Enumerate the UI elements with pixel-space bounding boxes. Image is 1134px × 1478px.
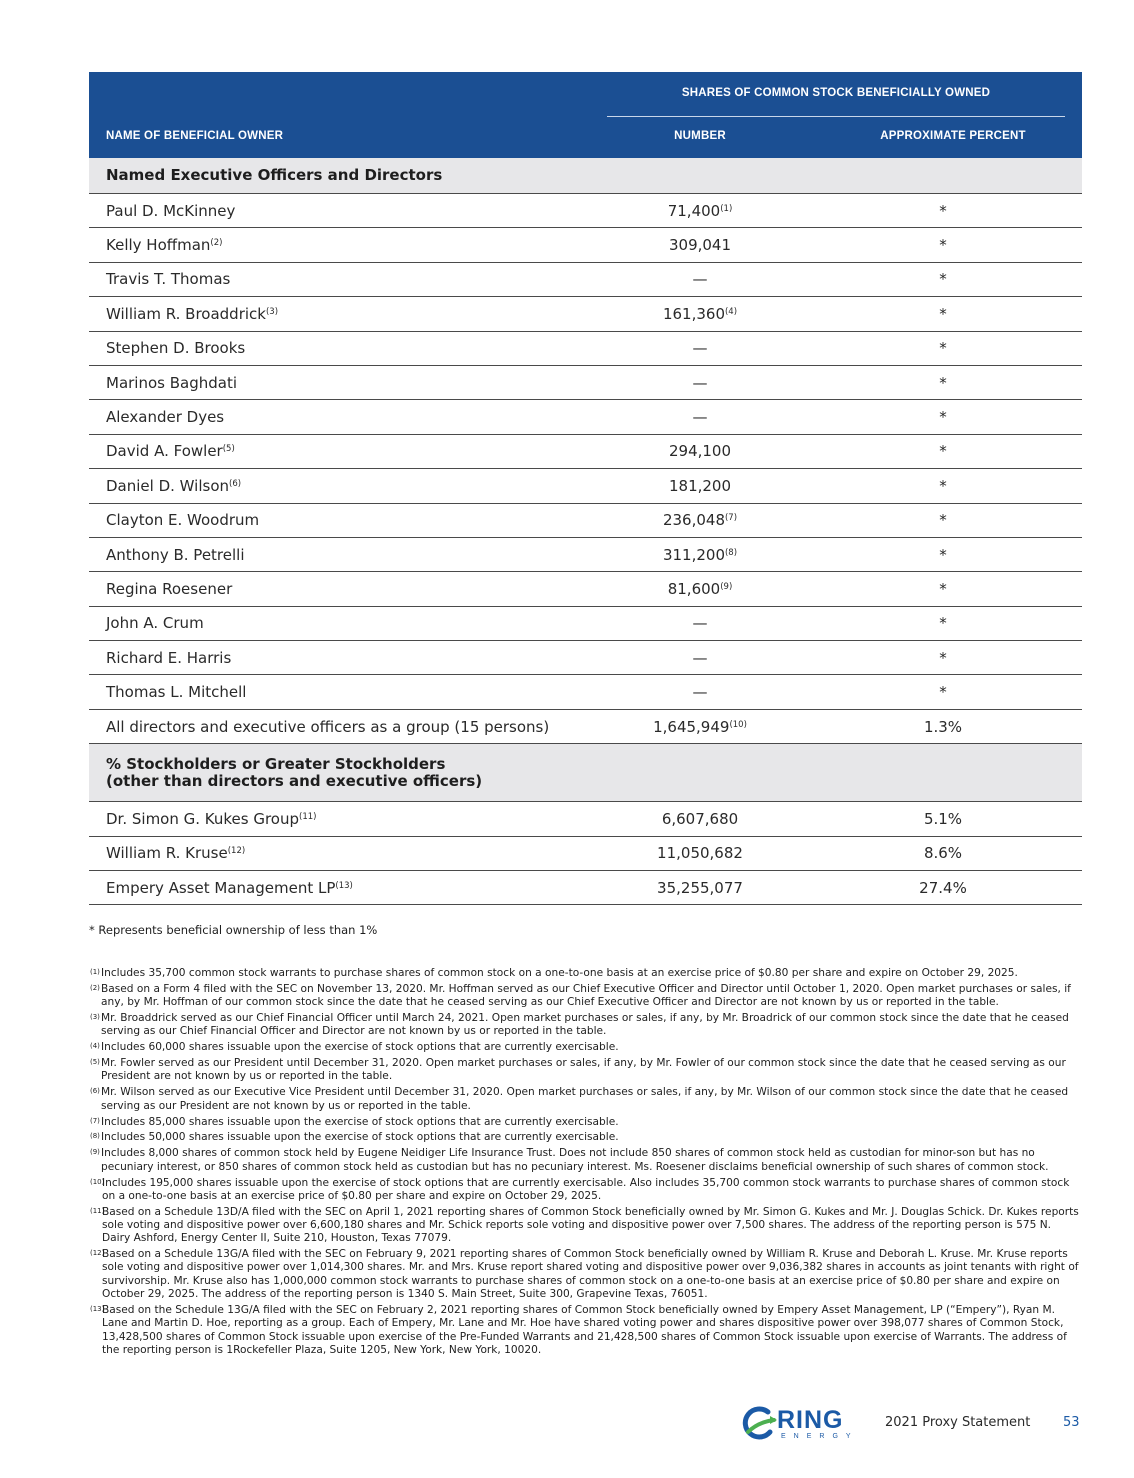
table-row — [89, 469, 1082, 503]
approximate-percent: * — [939, 442, 947, 461]
owner-footnote-ref: (3) — [265, 306, 279, 317]
share-number-cell — [607, 477, 793, 495]
approximate-percent: * — [939, 236, 947, 255]
ownership-table — [89, 72, 1082, 905]
owner-name-cell — [89, 546, 607, 564]
footnote — [90, 967, 1080, 980]
footnote-text: Includes 8,000 shares of common stock held by Eugene Neidiger Life Insurance Trust. Does not include 850 shares of common stock held as custodian for minor-son but has no pecuniary interest, or 850 shares of common stock held as custodian but has no pecuniary interest. Ms. Roesener disclaims beneficial ownership of such shares of common stock. — [101, 1147, 1049, 1173]
owner-name: Alexander Dyes — [106, 408, 225, 427]
footnote-marker: (9) — [90, 1148, 100, 1157]
approximate-percent: * — [939, 270, 947, 289]
owner-name: William R. Kruse — [106, 844, 228, 863]
owner-name: Anthony B. Petrelli — [106, 545, 245, 564]
share-number: — — [692, 614, 708, 633]
share-number: — — [692, 373, 708, 392]
share-number: 81,600 — [667, 579, 721, 598]
share-number: 35,255,077 — [657, 878, 743, 897]
owner-footnote-ref: (11) — [299, 811, 317, 822]
share-number-cell — [607, 546, 793, 564]
footnote — [90, 1206, 1080, 1246]
table-row — [89, 837, 1082, 871]
owner-name-cell — [89, 683, 607, 701]
share-number-cell — [607, 202, 793, 220]
ring-energy-logo — [740, 1406, 860, 1442]
table-row — [89, 332, 1082, 366]
column-header-percent: APPROXIMATE PERCENT — [880, 130, 1026, 142]
table-row — [89, 572, 1082, 606]
logo-wordmark: RING — [777, 1406, 844, 1434]
share-number: 236,048 — [662, 511, 725, 530]
footnote-text: Includes 60,000 shares issuable upon the exercise of stock options that are currently exercisable. — [101, 1041, 619, 1054]
footnotes — [90, 967, 1080, 1360]
share-number: 181,200 — [668, 476, 732, 495]
footnote-text: Includes 195,000 shares issuable upon the exercise of stock options that are currently exercisable. Also includes 35,700 common stock warrants to purchase shares of common stock on a one-to-one basis at an exercise price of $0.80 per share and expire on October 29, 2025. — [102, 1176, 1070, 1202]
section-header-officers — [89, 158, 1082, 194]
table-row — [89, 194, 1082, 228]
page-footer — [740, 1404, 1090, 1444]
approximate-percent: 5.1% — [923, 809, 963, 828]
asterisk-note: * Represents beneficial ownership of less than 1% — [89, 923, 378, 937]
logo-subtitle: ENERGY — [781, 1433, 859, 1440]
footnote-text: Mr. Fowler served as our President until December 31, 2020. Open market purchases or sales, if any, by Mr. Fowler of our common stock since the date that he ceased serving as our President are not known by us or reported in the table. — [101, 1057, 1066, 1083]
section-header-stockholders — [89, 744, 1082, 802]
footnote-text: Mr. Wilson served as our Executive Vice President until December 31, 2020. Open market purchases or sales, if any, by Mr. Wilson of our common stock since the date that he ceased serving as our President are not known by us or reported in the table. — [101, 1086, 1069, 1112]
footnote — [90, 1177, 1080, 1204]
owner-name: Regina Roesener — [106, 579, 233, 598]
owner-name-cell — [89, 270, 607, 288]
owner-footnote-ref: (6) — [229, 478, 242, 489]
owner-name-cell — [89, 718, 607, 736]
owner-name: Kelly Hoffman — [106, 236, 211, 255]
owner-name: Travis T. Thomas — [106, 270, 231, 289]
share-number-cell — [607, 374, 793, 392]
share-number-cell — [607, 236, 793, 254]
owner-name-cell — [89, 374, 607, 392]
footnote-text: Based on the Schedule 13G/A filed with the SEC on February 2, 2021 reporting shares of Common Stock beneficially owned by Empery Asset Management, LP (“Empery”), Ryan M. Lane and Martin D. Hoe, reporting as a group. Each of Empery, Mr. Lane and Mr. Hoe have shared voting power and shares dispositive power over 398,077 shares of Common Stock, 13,428,500 shares of Common Stock issuable upon exercise of the Pre-Funded Warrants and 21,428,500 shares of Common Stock issuable upon exercise of Warrants. The address of the reporting person is 1Rockefeller Plaza, Suite 1205, New York, New York, 10020. — [102, 1303, 1067, 1356]
table-row — [89, 538, 1082, 572]
officer-rows — [89, 194, 1082, 744]
footnote-text: Based on a Form 4 filed with the SEC on November 13, 2020. Mr. Hoffman served as our Chief Executive Officer and Director until October 1, 2020. Open market purchases or sales, if any, by Mr. Hoffman of our common stock since the date that he ceased serving as our Chief Executive Officer and Director are not known by us or reported in the table. — [101, 982, 1071, 1009]
footnote — [90, 1086, 1080, 1113]
owner-name-cell — [89, 339, 607, 357]
footnote-text: Mr. Broaddrick served as our Chief Financial Officer until March 24, 2021. Open market purchases or sales, if any, by Mr. Broadrick of our common stock since the date that he ceased serving as our Chief Financial Officer and Director are not known by us or reported in the table. — [101, 1012, 1069, 1038]
approximate-percent: * — [939, 614, 947, 633]
table-row — [89, 504, 1082, 538]
approximate-percent: * — [939, 683, 947, 702]
owner-name: Daniel D. Wilson — [106, 476, 230, 495]
owner-name-cell — [89, 511, 607, 529]
share-number-cell — [607, 580, 793, 598]
section-title-line2: (other than directors and executive officers) — [106, 771, 483, 790]
number-footnote-ref: (10) — [729, 719, 747, 730]
table-row — [89, 263, 1082, 297]
approximate-percent: * — [939, 545, 947, 564]
owner-footnote-ref: (13) — [335, 880, 353, 891]
footnote-marker: (3) — [90, 1013, 100, 1022]
owner-name-cell — [89, 477, 607, 495]
table-row — [89, 228, 1082, 262]
share-number-cell — [607, 844, 793, 862]
footnote-marker: (11) — [90, 1206, 105, 1215]
owner-footnote-ref: (2) — [210, 238, 223, 249]
owner-name: Empery Asset Management LP — [106, 878, 336, 897]
number-footnote-ref: (4) — [724, 306, 738, 317]
approximate-percent: * — [939, 579, 947, 598]
footnote — [90, 1248, 1080, 1301]
footnote-marker: (4) — [90, 1042, 100, 1051]
share-number: — — [692, 408, 708, 427]
table-header — [89, 72, 1082, 158]
table-row — [89, 366, 1082, 400]
owner-name-cell — [89, 810, 607, 828]
share-number: — — [692, 339, 708, 358]
approximate-percent: * — [939, 304, 947, 323]
footnote — [90, 1116, 1080, 1129]
owner-name-cell — [89, 442, 607, 460]
approximate-percent: 1.3% — [923, 717, 963, 736]
footnote — [90, 1147, 1080, 1174]
footnote-text: Includes 35,700 common stock warrants to purchase shares of common stock on a one-to-one basis at an exercise price of $0.80 per share and expire on October 29, 2025. — [101, 967, 1018, 979]
ring-logo-icon — [740, 1406, 780, 1442]
table-row — [89, 607, 1082, 641]
owner-name: Clayton E. Woodrum — [106, 511, 260, 530]
share-number: 294,100 — [668, 442, 732, 461]
share-number-cell — [607, 305, 793, 323]
owner-name: Stephen D. Brooks — [106, 339, 246, 358]
owner-footnote-ref: (5) — [222, 444, 235, 455]
share-number-cell — [607, 718, 793, 736]
document-title: 2021 Proxy Statement — [885, 1415, 1031, 1430]
footnote — [90, 1131, 1080, 1144]
share-number: — — [692, 270, 708, 289]
owner-name-cell — [89, 580, 607, 598]
share-number-cell — [607, 683, 793, 701]
footnote-marker: (13) — [90, 1304, 105, 1313]
approximate-percent: * — [939, 408, 947, 427]
footnote-marker: (2) — [90, 983, 100, 992]
share-number: 71,400 — [667, 201, 721, 220]
table-row — [89, 871, 1082, 905]
owner-name: Paul D. McKinney — [106, 201, 236, 220]
share-number-cell — [607, 408, 793, 426]
footnote-marker: (10) — [90, 1177, 105, 1186]
share-number: 6,607,680 — [661, 809, 739, 828]
table-row — [89, 297, 1082, 331]
owner-name-cell — [89, 236, 607, 254]
share-number-cell — [607, 270, 793, 288]
footnote-text: Includes 50,000 shares issuable upon the exercise of stock options that are currently exercisable. — [101, 1131, 619, 1144]
section-title-line1: % Stockholders or Greater Stockholders — [106, 754, 446, 773]
footnote — [90, 983, 1080, 1010]
number-footnote-ref: (7) — [724, 513, 738, 524]
number-footnote-ref: (8) — [724, 547, 738, 558]
owner-name-cell — [89, 844, 607, 862]
owner-name-cell — [89, 879, 607, 897]
share-number: 311,200 — [662, 545, 725, 564]
table-row — [89, 400, 1082, 434]
footnote — [90, 1012, 1080, 1039]
footnote-marker: (5) — [90, 1058, 100, 1067]
column-header-name: NAME OF BENEFICIAL OWNER — [106, 130, 284, 142]
stockholder-rows — [89, 802, 1082, 905]
owner-name: Dr. Simon G. Kukes Group — [106, 809, 300, 828]
footnote-marker: (12) — [90, 1249, 105, 1258]
footnote-marker: (7) — [90, 1116, 100, 1125]
footnote-marker: (1) — [90, 968, 100, 976]
footnote — [90, 1057, 1080, 1084]
footnote-text: Includes 85,000 shares issuable upon the exercise of stock options that are currently exercisable. — [101, 1115, 619, 1128]
owner-name: All directors and executive officers as a group (15 persons) — [106, 717, 550, 736]
group-header-rule — [607, 116, 1065, 117]
owner-name: John A. Crum — [106, 614, 204, 633]
owner-name: William R. Broaddrick — [106, 304, 266, 323]
owner-name-cell — [89, 408, 607, 426]
footnote-text: Based on a Schedule 13D/A filed with the SEC on April 1, 2021 reporting shares of Common Stock beneficially owned by Mr. Simon G. Kukes and Mr. J. Douglas Schick. Dr. Kukes reports sole voting and dispositive power over 6,600,180 shares and Mr. Schick reports sole voting and dispositive power over 7,500 shares. The address of the reporting person is 575 N. Dairy Ashford, Energy Center II, Suite 210, Houston, Texas 77079. — [102, 1205, 1079, 1245]
approximate-percent: 8.6% — [923, 844, 963, 863]
table-row — [89, 435, 1082, 469]
share-number: 1,645,949 — [653, 717, 730, 736]
page-number: 53 — [1063, 1415, 1080, 1430]
column-header-number: NUMBER — [674, 130, 726, 142]
share-number: — — [692, 648, 708, 667]
owner-name: Marinos Baghdati — [106, 373, 238, 392]
owner-name-cell — [89, 202, 607, 220]
owner-name: David A. Fowler — [106, 442, 223, 461]
footnote — [90, 1041, 1080, 1054]
table-row — [89, 710, 1082, 744]
approximate-percent: * — [939, 201, 947, 220]
approximate-percent: * — [939, 476, 947, 495]
share-number: — — [692, 683, 708, 702]
table-row — [89, 641, 1082, 675]
footnote — [90, 1304, 1080, 1357]
owner-footnote-ref: (12) — [227, 846, 246, 857]
table-row — [89, 802, 1082, 836]
footnote-text: Based on a Schedule 13G/A filed with the SEC on February 9, 2021 reporting shares of Common Stock beneficially owned by William R. Kruse and Deborah L. Kruse. Mr. Kruse reports sole voting and dispositive power over 1,014,300 shares. Mr. and Mrs. Kruse report shared voting and dispositive power over 9,036,382 shares in accounts as joint tenants with right of survivorship. Mr. Kruse also has 1,000,000 common stock warrants to purchase shares of common stock on a one-to-one basis at an exercise price of $0.80 per share and expire on October 29, 2025. The address of the reporting person is 1340 S. Main Street, Suite 300, Grapevine Texas, 76051. — [102, 1248, 1079, 1301]
share-number: 309,041 — [668, 236, 732, 255]
owner-name: Richard E. Harris — [106, 648, 232, 667]
share-number-cell — [607, 879, 793, 897]
share-number-cell — [607, 442, 793, 460]
share-number-cell — [607, 649, 793, 667]
section-title: Named Executive Officers and Directors — [106, 166, 443, 184]
owner-name: Thomas L. Mitchell — [106, 683, 247, 702]
footnote-marker: (6) — [90, 1087, 100, 1096]
table-row — [89, 675, 1082, 709]
owner-name-cell — [89, 614, 607, 632]
approximate-percent: * — [939, 373, 947, 392]
approximate-percent: * — [939, 339, 947, 358]
number-footnote-ref: (1) — [720, 203, 733, 214]
approximate-percent: * — [939, 648, 947, 667]
share-number: 11,050,682 — [657, 844, 743, 863]
share-number-cell — [607, 810, 793, 828]
approximate-percent: 27.4% — [919, 878, 967, 897]
share-number-cell — [607, 339, 793, 357]
number-footnote-ref: (9) — [720, 581, 733, 592]
approximate-percent: * — [939, 511, 947, 530]
share-number: 161,360 — [662, 304, 725, 323]
group-header: SHARES OF COMMON STOCK BENEFICIALLY OWNED — [681, 87, 991, 99]
share-number-cell — [607, 511, 793, 529]
owner-name-cell — [89, 305, 607, 323]
footnote-marker: (8) — [90, 1132, 100, 1141]
owner-name-cell — [89, 649, 607, 667]
share-number-cell — [607, 614, 793, 632]
